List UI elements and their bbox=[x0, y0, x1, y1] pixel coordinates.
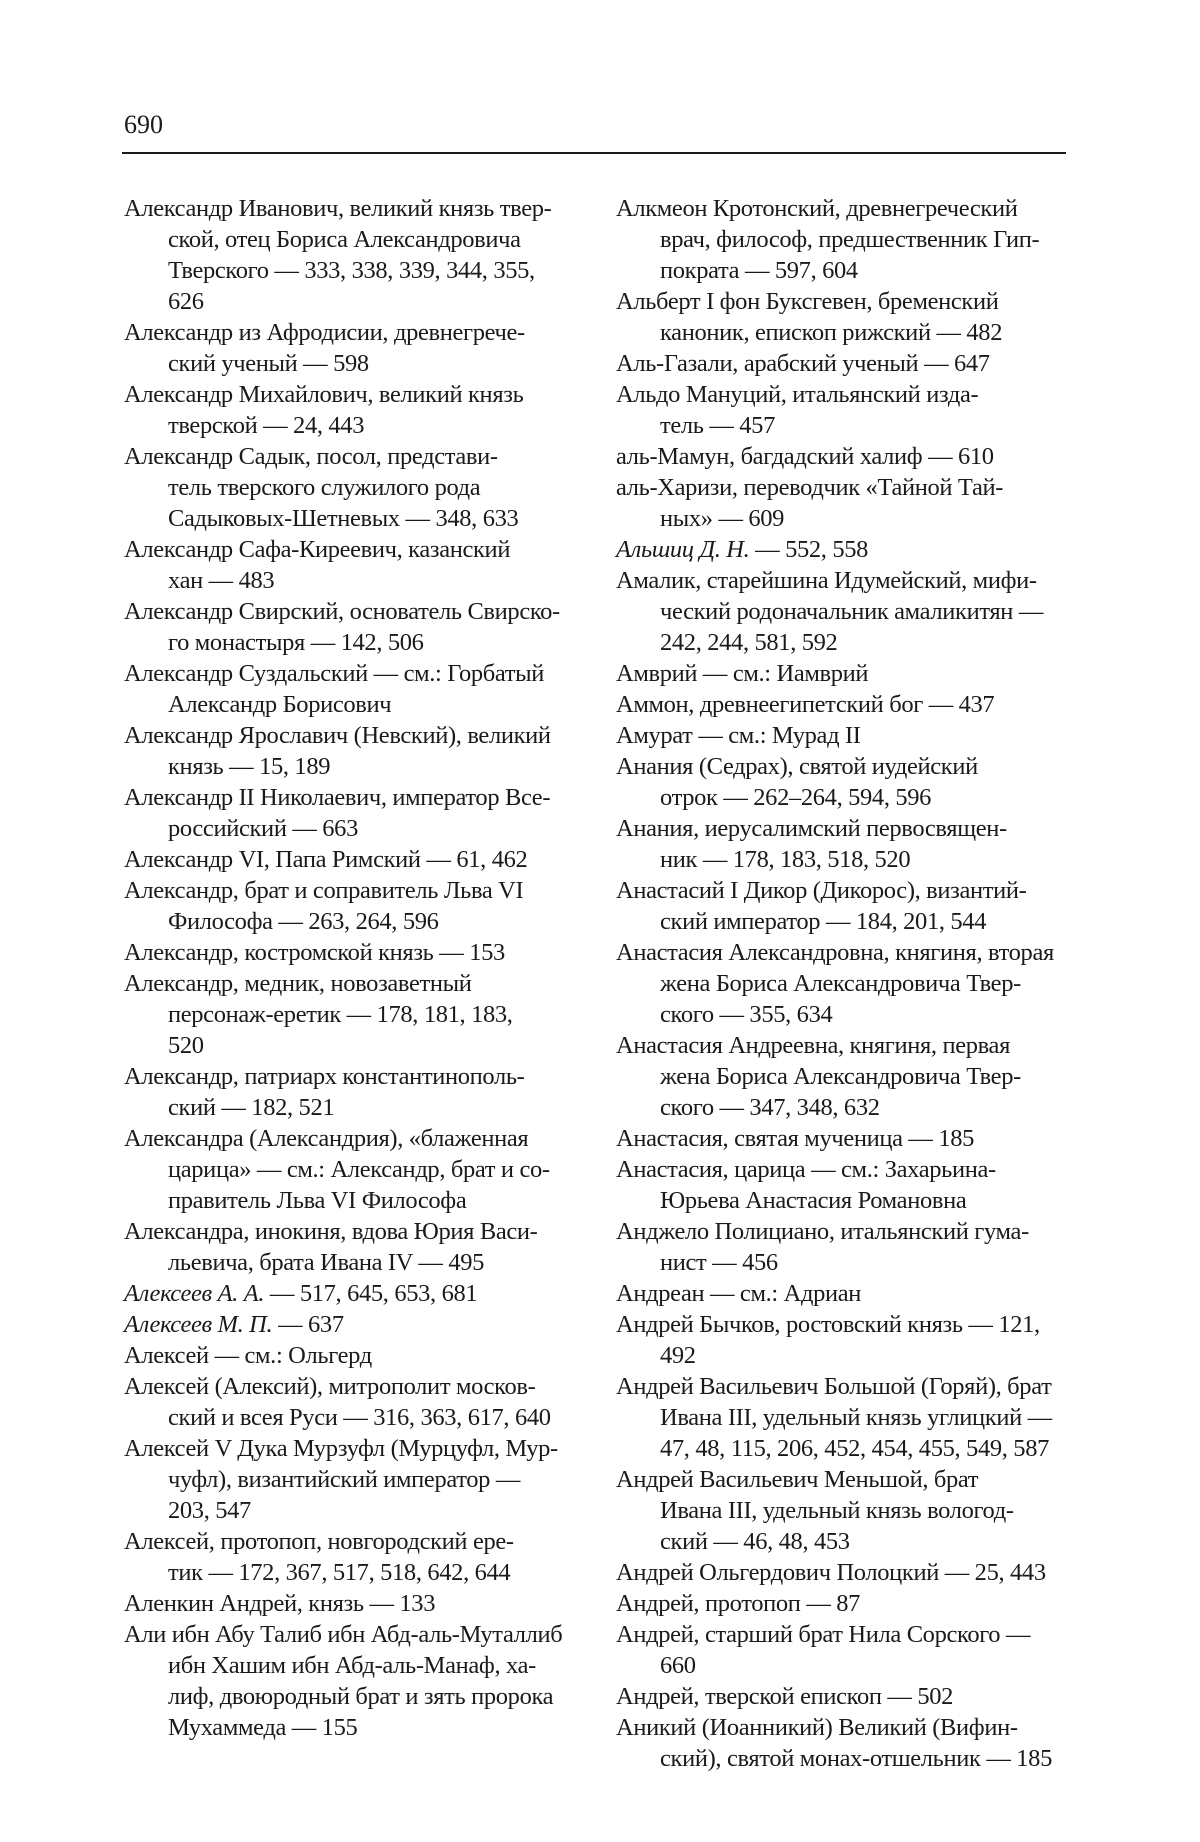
index-entry: Александра (Александрия), «блаженная царица» — см.: Александр, брат и со- правитель Льва VI Философа bbox=[124, 1125, 550, 1214]
index-entry: Амалик, старейшина Идумейский, мифи- ческий родоначальник амаликитян — 242, 244, 581, 592 bbox=[616, 567, 1043, 656]
index-entry: Али ибн Абу Талиб ибн Абд-аль-Муталлиб ибн Хашим ибн Абд-аль-Манаф, ха- лиф, двоюродный брат и зять пророка Мухаммеда — 155 bbox=[124, 1621, 563, 1741]
index-entry: Андрей Бычков, ростовский князь — 121, 492 bbox=[616, 1311, 1040, 1369]
index-entry: Александр II Николаевич, император Все- российский — 663 bbox=[124, 784, 551, 842]
index-entry: Андрей, старший брат Нила Сорского — 660 bbox=[616, 1621, 1031, 1679]
page-refs: — 637 bbox=[272, 1311, 344, 1338]
page-number: 690 bbox=[124, 110, 163, 139]
index-entry: Алексей, протопоп, новгородский ере- тик — 172, 367, 517, 518, 642, 644 bbox=[124, 1528, 514, 1586]
index-entry: Александра, инокиня, вдова Юрия Васи- льевича, брата Ивана IV — 495 bbox=[124, 1218, 538, 1276]
index-entry: Александр Иванович, великий князь твер- ской, отец Бориса Александровича Тверского — 333, 338, 339, 344, 355, 626 bbox=[124, 195, 552, 315]
index-entry: Анджело Полициано, итальянский гума- нист — 456 bbox=[616, 1218, 1029, 1276]
index-entry: Анания (Седрах), святой иудейский отрок — 262–264, 594, 596 bbox=[616, 753, 978, 811]
index-entry: Алексей (Алексий), митрополит москов- ский и всея Руси — 316, 363, 617, 640 bbox=[124, 1373, 551, 1431]
index-entry: Аленкин Андрей, князь — 133 bbox=[124, 1590, 436, 1617]
author-name: Алексеев А. А. bbox=[124, 1280, 265, 1307]
header-rule bbox=[122, 152, 1066, 154]
index-entry: Андрей, тверской епископ — 502 bbox=[616, 1683, 954, 1710]
author-name: Алексеев М. П. bbox=[124, 1311, 273, 1338]
index-entry: аль-Харизи, переводчик «Тайной Тай- ных» — 609 bbox=[616, 474, 1004, 532]
index-entry: Александр Сафа-Киреевич, казанский хан — 483 bbox=[124, 536, 511, 594]
index-entry: Аникий (Иоанникий) Великий (Вифин- ский), святой монах-отшельник — 185 bbox=[616, 1714, 1052, 1772]
index-entry: Андрей Васильевич Меньшой, брат Ивана III, удельный князь вологод- ский — 46, 48, 453 bbox=[616, 1466, 1014, 1555]
index-entry: Анания, иерусалимский первосвящен- ник — 178, 183, 518, 520 bbox=[616, 815, 1007, 873]
index-entry: Александр Михайлович, великий князь тверской — 24, 443 bbox=[124, 381, 524, 439]
index-entry: Алексей V Дука Мурзуфл (Мурцуфл, Мур- чуфл), византийский император — 203, 547 bbox=[124, 1435, 558, 1524]
index-entry: Андрей Васильевич Большой (Горяй), брат Ивана III, удельный князь углицкий — 47, 48, 115, 206, 452, 454, 455, 549, 587 bbox=[616, 1373, 1052, 1462]
page-refs: — 517, 645, 653, 681 bbox=[264, 1280, 478, 1307]
index-entry: Амурат — см.: Мурад II bbox=[616, 722, 861, 749]
index-entry: Анастасия Александровна, княгиня, вторая жена Бориса Александровича Твер- ского — 355, 634 bbox=[616, 939, 1054, 1028]
index-entry: Аль-Газали, арабский ученый — 647 bbox=[616, 350, 990, 377]
index-entry: Альберт I фон Буксгевен, бременский каноник, епископ рижский — 482 bbox=[616, 288, 1003, 346]
index-entry: Александр VI, Папа Римский — 61, 462 bbox=[124, 846, 528, 873]
index-entry: Александр Ярославич (Невский), великий князь — 15, 189 bbox=[124, 722, 551, 780]
index-column-right bbox=[616, 193, 1068, 1774]
index-entry-author bbox=[616, 534, 1068, 565]
index-entry: Александр, костромской князь — 153 bbox=[124, 939, 505, 966]
index-entry: Андрей, протопоп — 87 bbox=[616, 1590, 861, 1617]
index-entry: Андрей Ольгердович Полоцкий — 25, 443 bbox=[616, 1559, 1046, 1586]
index-entry: Алексей — см.: Ольгерд bbox=[124, 1342, 372, 1369]
index-entry: Александр, медник, новозаветный персонаж-еретик — 178, 181, 183, 520 bbox=[124, 970, 513, 1059]
index-entry: Александр Садык, посол, представи- тель тверского служилого рода Садыковых-Шетневых — 348, 633 bbox=[124, 443, 519, 532]
index-entry-author bbox=[124, 1278, 572, 1309]
index-entry: Александр Свирский, основатель Свирско- го монастыря — 142, 506 bbox=[124, 598, 560, 656]
index-entry: Алкмеон Кротонский, древнегреческий врач, философ, предшественник Гип- пократа — 597, 604 bbox=[616, 195, 1040, 284]
index-entry: Александр, брат и соправитель Льва VI Философа — 263, 264, 596 bbox=[124, 877, 524, 935]
index-entry: Анастасий I Дикор (Дикорос), византий- ский император — 184, 201, 544 bbox=[616, 877, 1027, 935]
index-entry: Александр из Афродисии, древнегрече- ский ученый — 598 bbox=[124, 319, 525, 377]
index-column-left bbox=[124, 193, 572, 1743]
page-refs: — 552, 558 bbox=[749, 536, 869, 563]
index-entry: Анастасия, царица — см.: Захарьина- Юрьева Анастасия Романовна bbox=[616, 1156, 996, 1214]
index-entry: Андреан — см.: Адриан bbox=[616, 1280, 862, 1307]
index-entry: Альдо Мануций, итальянский изда- тель — 457 bbox=[616, 381, 979, 439]
index-entry: Александр Суздальский — см.: Горбатый Александр Борисович bbox=[124, 660, 544, 718]
index-entry: Амврий — см.: Иамврий bbox=[616, 660, 869, 687]
index-entry: аль-Мамун, багдадский халиф — 610 bbox=[616, 443, 994, 470]
index-entry: Александр, патриарх константинополь- ский — 182, 521 bbox=[124, 1063, 525, 1121]
index-entry: Анастасия, святая мученица — 185 bbox=[616, 1125, 975, 1152]
index-entry: Анастасия Андреевна, княгиня, первая жена Бориса Александровича Твер- ского — 347, 348, 632 bbox=[616, 1032, 1021, 1121]
author-name: Альшиц Д. Н. bbox=[616, 536, 750, 563]
index-entry: Аммон, древнеегипетский бог — 437 bbox=[616, 691, 995, 718]
index-entry-author bbox=[124, 1309, 572, 1340]
